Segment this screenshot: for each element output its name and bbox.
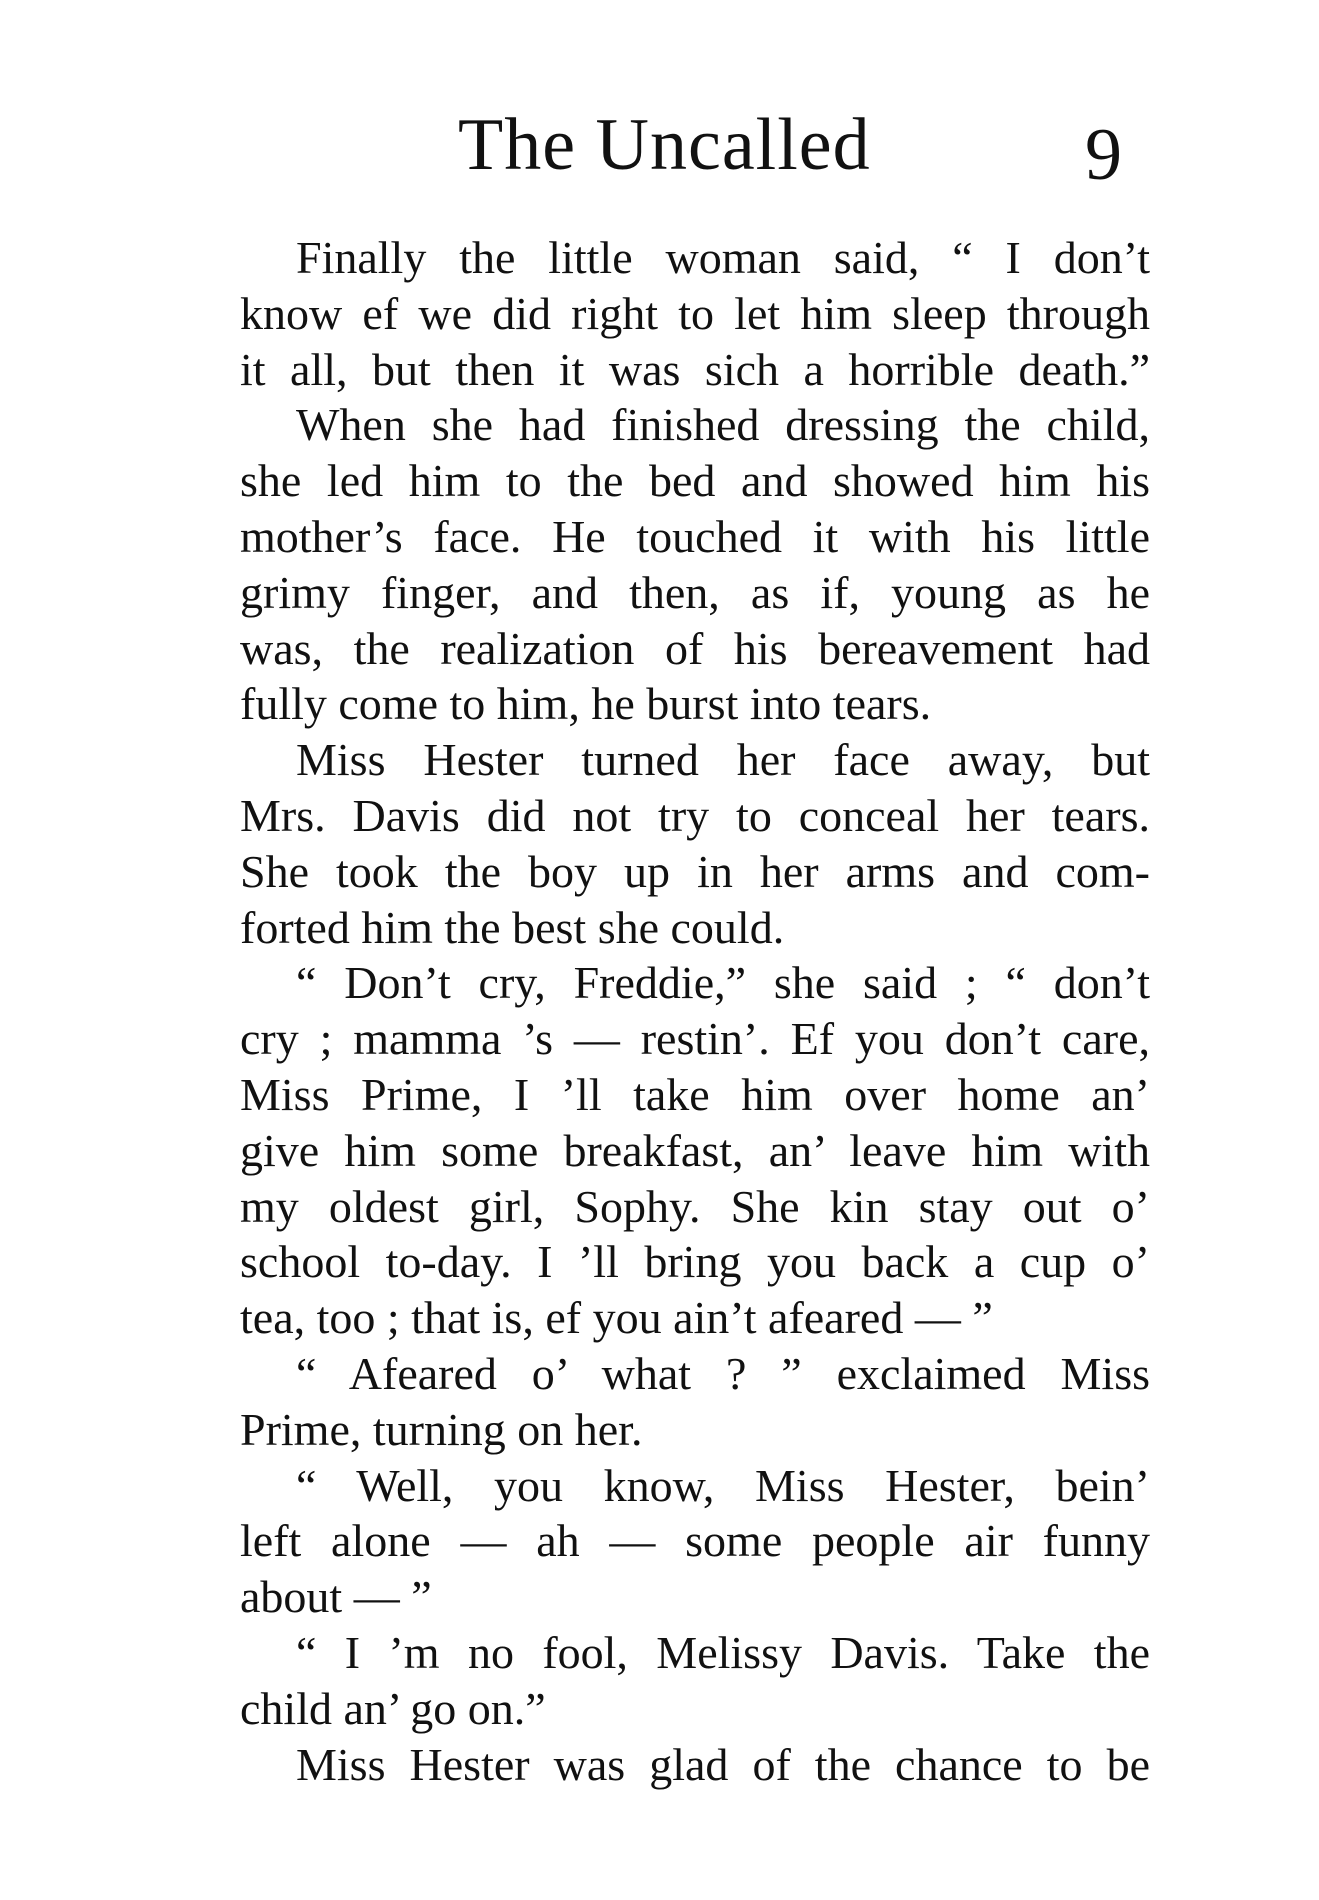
text-line: she led him to the bed and showed him his <box>240 455 1150 507</box>
text-line: forted him the best she could. <box>240 901 785 953</box>
text-line: tea, too ; that is, ef you ain’t afeared — ” <box>240 1292 993 1344</box>
text-line: Miss Prime, I ’ll take him over home an’ <box>240 1068 1150 1120</box>
text-line: give him some breakfast, an’ leave him with <box>240 1124 1150 1176</box>
text-line: Finally the little woman said, “ I don’t <box>296 232 1150 283</box>
text-line: left alone — ah — some people air funny <box>240 1515 1150 1567</box>
text-line: “ Afeared o’ what ? ” exclaimed Miss <box>296 1347 1150 1399</box>
body-text <box>240 230 1150 1792</box>
text-line: Mrs. Davis did not try to conceal her tears. <box>240 789 1150 841</box>
text-line: When she had finished dressing the child, <box>296 399 1150 451</box>
text-line: school to-day. I ’ll bring you back a cup o’ <box>240 1236 1150 1288</box>
text-line: Miss Hester was glad of the chance to be <box>296 1738 1150 1790</box>
text-line: it all, but then it was sich a horrible death.” <box>240 343 1150 395</box>
page-number: 9 <box>1085 114 1122 196</box>
text-line: Miss Hester turned her face away, but <box>296 734 1150 786</box>
text-line: about — ” <box>240 1571 432 1623</box>
text-line: child an’ go on.” <box>240 1682 546 1734</box>
text-line: She took the boy up in her arms and com- <box>240 845 1150 897</box>
text-line: “ Don’t cry, Freddie,” she said ; “ don’t <box>296 957 1150 1009</box>
text-line: “ I ’m no fool, Melissy Davis. Take the <box>296 1626 1150 1678</box>
text-line: mother’s face. He touched it with his little <box>240 510 1150 562</box>
running-title: The Uncalled <box>458 104 871 186</box>
text-line: was, the realization of his bereavement had <box>240 622 1150 674</box>
text-line: know ef we did right to let him sleep through <box>240 287 1150 339</box>
text-line: “ Well, you know, Miss Hester, bein’ <box>296 1459 1150 1511</box>
text-line: Prime, turning on her. <box>240 1403 643 1455</box>
text-line: fully come to him, he burst into tears. <box>240 678 932 730</box>
text-line: my oldest girl, Sophy. She kin stay out o’ <box>240 1180 1150 1232</box>
text-line: cry ; mamma ’s — restin’. Ef you don’t care, <box>240 1013 1150 1065</box>
text-line: grimy finger, and then, as if, young as he <box>240 566 1150 618</box>
